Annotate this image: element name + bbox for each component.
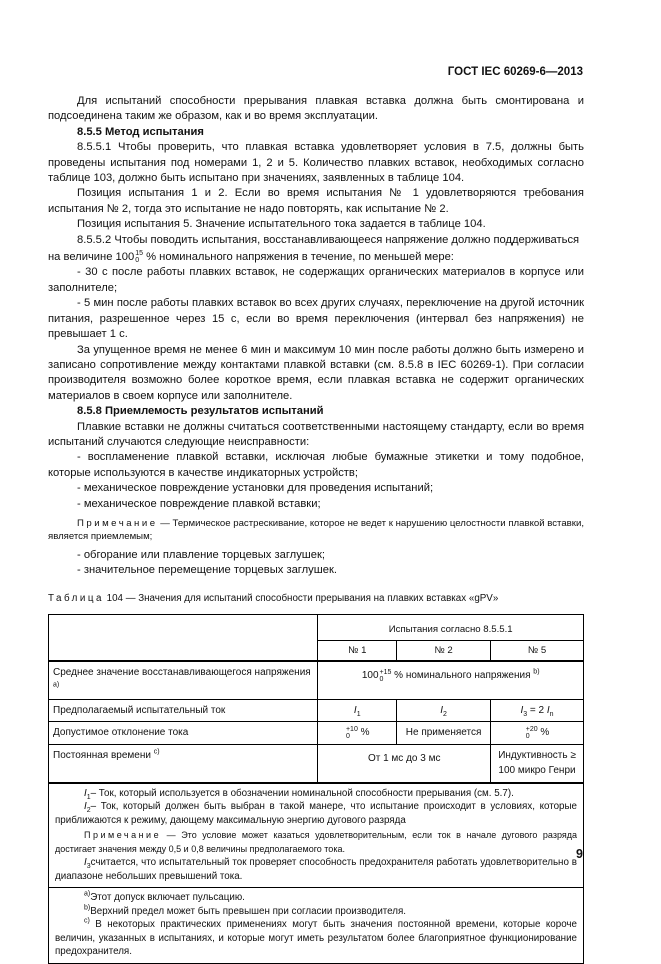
table-row bbox=[49, 744, 584, 782]
paragraph-voltage-value: на величине 10015 0 % номинального напряжения в течение, по меньшей мере: bbox=[48, 250, 454, 265]
table-footnotes-row bbox=[49, 888, 584, 964]
heading-8-5-8: 8.5.8 Приемлемость результатов испытаний bbox=[77, 405, 324, 418]
row-time-constant-test-5: Индуктивность ≥ 100 микро Генри bbox=[491, 744, 584, 782]
table-footnotes bbox=[49, 888, 584, 964]
paragraph-position-5: Позиция испытания 5. Значение испытательного тока задается в таблице 104. bbox=[77, 218, 486, 231]
row-tolerance-label: Допустимое отклонение тока bbox=[49, 722, 318, 744]
row-tolerance-test-2: Не применяется bbox=[397, 722, 491, 744]
failure-test-setup: - механическое повреждение установки для проведения испытаний; bbox=[77, 482, 434, 495]
row-time-constant-label: Постоянная времени $^{c)}$ bbox=[49, 744, 318, 782]
row-current-label: Предполагаемый испытательный ток bbox=[49, 700, 318, 722]
tolerance-fraction: 15 0 bbox=[135, 250, 144, 265]
paragraph-8-5-8: Плавкие вставки не должны считаться соответственными настоящему стандарту, если во время испытаний случаются следующие неисправности: bbox=[48, 420, 584, 448]
header-test-1: № 1 bbox=[318, 641, 397, 662]
row-voltage-label: Среднее значение восстанавливающегося напряжения $^{a)}$ bbox=[49, 661, 318, 699]
table-notes bbox=[49, 783, 584, 888]
note-i1: $I_1-$ Ток, который используется в обозначении номинальной способности прерывания (см. 5.7). bbox=[84, 787, 514, 801]
header-test-2: № 2 bbox=[397, 641, 491, 662]
row-current-test-5: $I_3 = 2$ $I_n$ bbox=[491, 700, 584, 722]
table-row bbox=[49, 661, 584, 699]
failure-ignition: - воспламенение плавкой вставки, исключая любые бумажные этикетки и тому подобное, которые используются в качестве индикаторных устройств; bbox=[48, 451, 584, 479]
document-body bbox=[48, 94, 584, 964]
table-header-row bbox=[49, 615, 584, 641]
paragraph-mounting: Для испытаний способности прерывания плавкая вставка должна быть смонтирована и подсоединена таким же образом, как и во время эксплуатации. bbox=[48, 95, 584, 123]
note-cracking: Примечание — Термическое растрескивание, которое не ведет к нарушению целостности плавкой вставки, является приемлемым; bbox=[48, 517, 584, 542]
document-header: ГОСТ IEC 60269-6—2013 bbox=[447, 66, 583, 78]
failure-end-caps-burn: - обгорание или плавление торцевых заглушек; bbox=[77, 548, 325, 561]
failure-fuse-link: - механическое повреждение плавкой вставки; bbox=[77, 497, 321, 510]
note-arc-condition: Примечание — Это условие может казаться удовлетворительным, если ток в начале дугового разряда достигает значения между 0,5 и 0,8 величины предполагаемого тока. bbox=[55, 830, 577, 854]
table-104 bbox=[48, 614, 584, 963]
header-blank bbox=[49, 615, 318, 662]
heading-8-5-5: 8.5.5 Метод испытания bbox=[77, 125, 204, 138]
row-time-constant-tests-1-2: От 1 мс до 3 мс bbox=[318, 744, 491, 782]
row-tolerance-test-1: +10 0 % bbox=[318, 722, 397, 744]
failure-end-caps-move: - значительное перемещение торцевых заглушек. bbox=[77, 564, 337, 577]
table-caption: Таблица 104 — Значения для испытаний способности прерывания на плавких вставках «gPV» bbox=[48, 592, 499, 604]
header-group: Испытания согласно 8.5.5.1 bbox=[318, 615, 584, 641]
row-tolerance-test-5: +20 0 % bbox=[491, 722, 584, 744]
paragraph-8-5-5-1: 8.5.5.1 Чтобы проверить, что плавкая вставка удовлетворяет условия в 7.5, должны быть проведены испытания под номерами 1, 2 и 5. Количество плавких вставок, необходимых согласно таблице 103, должно быть испытано при значениях, заявленных в таблице 104. bbox=[48, 141, 584, 185]
paragraph-position-1-2: Позиция испытания 1 и 2. Если во время испытания № 1 удовлетворяются требования испытания № 2, тогда это испытание не надо повторять, как испытание № 2. bbox=[48, 187, 584, 215]
row-voltage-value: 100+15 0 % номинального напряжения $^{b)}$ bbox=[318, 661, 584, 699]
row-current-test-1: $I_1$ bbox=[318, 700, 397, 722]
header-test-5: № 5 bbox=[491, 641, 584, 662]
bullet-5min: - 5 мин после работы плавких вставок во всех других случаях, переключение на другой источник питания, разрешенное через 15 с, если во время переключения (интервал без напряжения) не превышает 1 с. bbox=[48, 297, 584, 341]
table-row bbox=[49, 700, 584, 722]
footnote-a: $^{a)}$Этот допуск включает пульсацию. bbox=[84, 890, 245, 904]
footnote-b: $^{b)}$Верхний предел может быть превышен при согласии производителя. bbox=[84, 904, 407, 917]
paragraph-8-5-5-2: 8.5.5.2 Чтобы поводить испытания, восстанавливающееся напряжение должно поддерживаться bbox=[77, 233, 580, 246]
table-notes-row bbox=[49, 783, 584, 888]
row-current-test-2: $I_2$ bbox=[397, 700, 491, 722]
page-number: 9 bbox=[576, 847, 583, 861]
paragraph-resistance: За упущенное время не менее 6 мин и максимум 10 мин после работы должно быть измерено и записано сопротивление между контактами плавкой вставки (см. 8.5.8 в IEC 60269-1). При согласии производителя возможно более короткое время, если плавкая вставка не содержит органических материалов в своем корпусе или заполнителе. bbox=[48, 343, 584, 402]
table-row bbox=[49, 722, 584, 744]
bullet-30s: - 30 с после работы плавких вставок, не содержащих органических материалов в корпусе или заполнителе; bbox=[48, 266, 584, 294]
footnote-c: $^{c)}$ В некоторых практических применениях могут быть значения постоянной времени, которые короче величин, указанных в испытаниях, и которые могут иметь результатом более благоприятное функционирование предохранителя. bbox=[55, 917, 577, 958]
note-i2: $I_2-$ Ток, который должен быть выбран в такой манере, что испытание происходит в условиях, которые приближаются к режиму, дающему максимальную энергию дугового разряда bbox=[55, 801, 577, 826]
note-i3: $I_3считается$, что испытательный ток проверяет способность предохранителя работать удовлетворительно в диапазоне небольших превышений тока. bbox=[55, 857, 577, 882]
